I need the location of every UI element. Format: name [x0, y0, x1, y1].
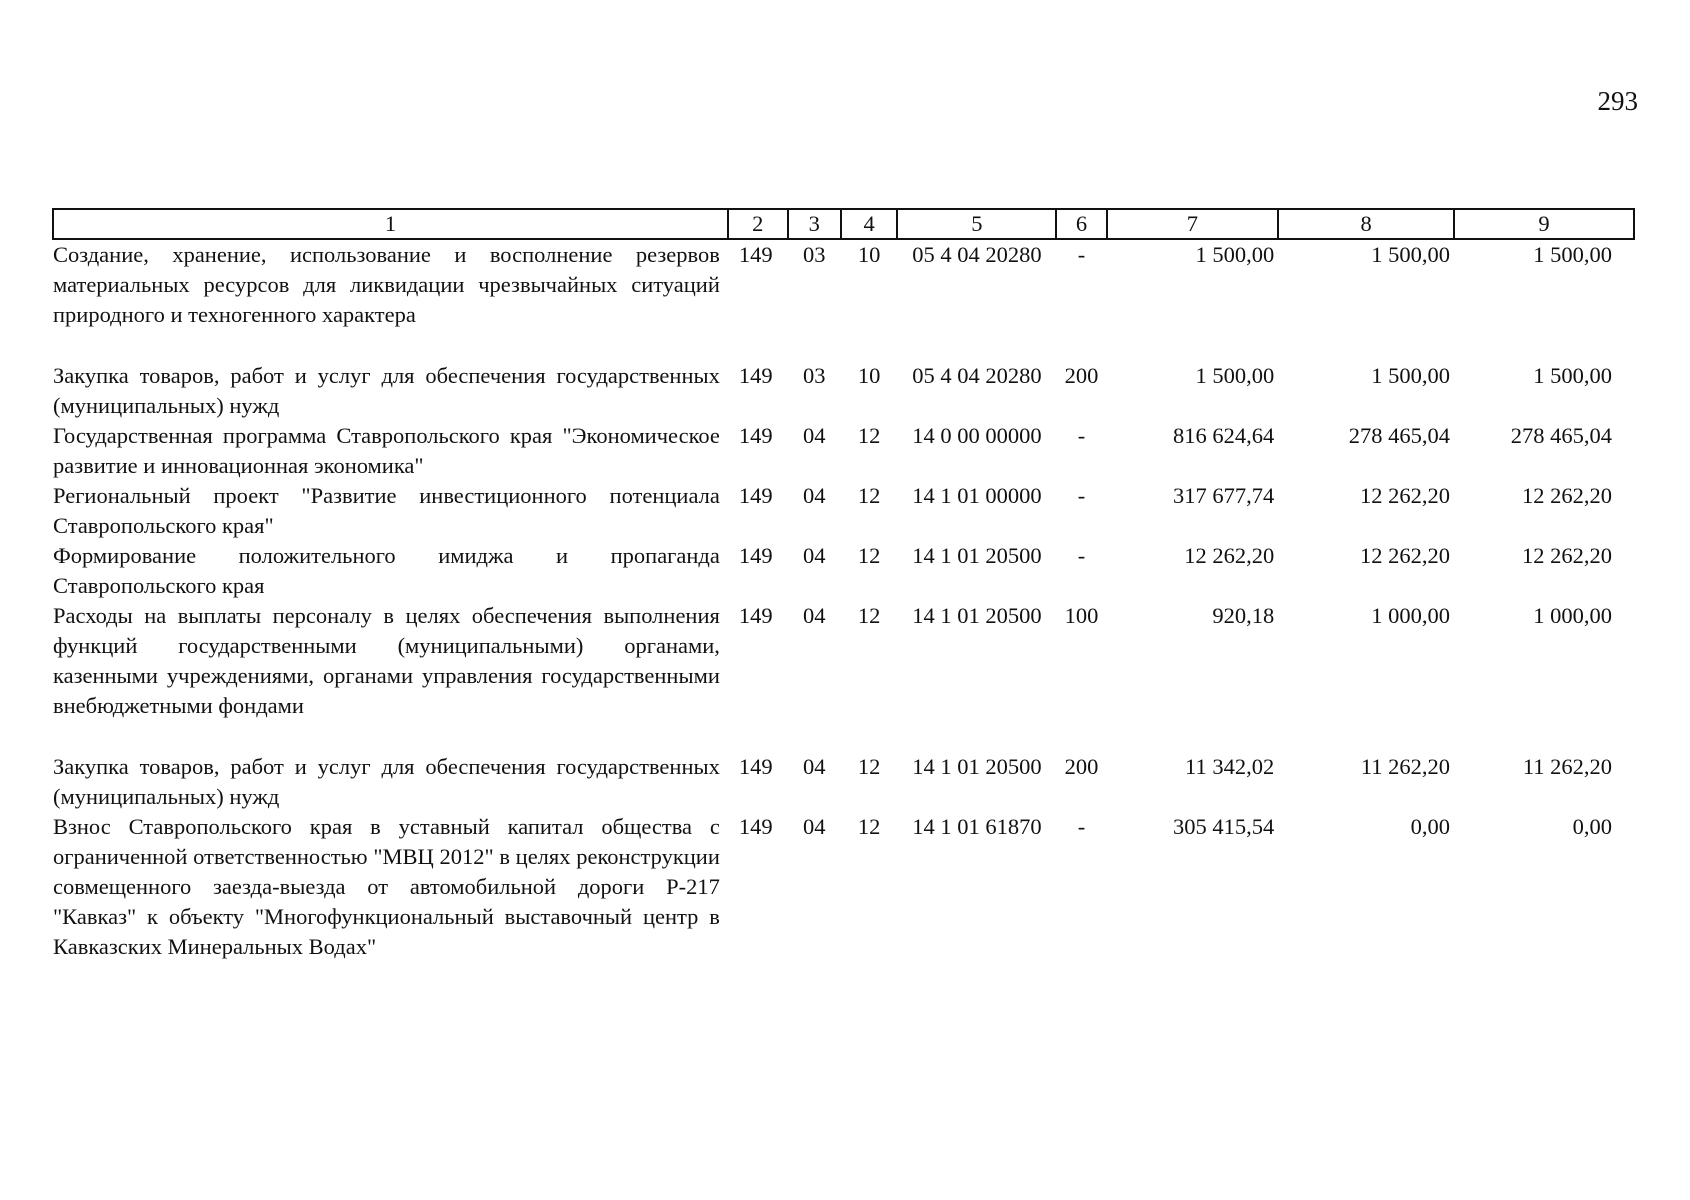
- section-code: 03: [802, 363, 826, 388]
- amount-col-7: 816 624,64: [1172, 423, 1275, 448]
- amount-col-9: 278 465,04: [1510, 423, 1612, 448]
- amount-col-9: 11 262,20: [1522, 754, 1612, 779]
- target-article-code: 14 1 01 20500: [912, 754, 1042, 779]
- admin-code: 149: [738, 603, 773, 628]
- row-name: Создание, хранение, использование и восполнение резервов материальных ресурсов для ликвидации чрезвычайных ситуаций природного и техногенного характера: [53, 242, 720, 327]
- amount-col-9: 12 262,20: [1522, 543, 1612, 568]
- table-row: [53, 752, 1634, 812]
- section-code: 04: [802, 423, 826, 448]
- admin-code: 149: [738, 754, 773, 779]
- expense-type-code: -: [1077, 543, 1086, 568]
- page-number: 293: [1597, 86, 1638, 116]
- amount-col-7: 1 500,00: [1195, 242, 1275, 267]
- subsection-code: 12: [857, 483, 881, 508]
- expense-type-code: 200: [1064, 363, 1099, 388]
- column-header-8: 8: [1278, 209, 1454, 239]
- target-article-code: 05 4 04 20280: [912, 363, 1042, 388]
- amount-col-7: 920,18: [1212, 603, 1275, 628]
- amount-col-8: 11 262,20: [1360, 754, 1450, 779]
- column-header-3: 3: [788, 209, 841, 239]
- target-article-code: 14 1 01 00000: [912, 483, 1042, 508]
- table-row: [53, 481, 1634, 541]
- section-code: 04: [802, 543, 826, 568]
- budget-table: [52, 208, 1635, 962]
- row-name: Взнос Ставропольского края в уставный капитал общества с ограниченной ответственностью "МВЦ 2012" в целях реконструкции совмещенного заезда-выезда от автомобильной дороги Р-217 "Кавказ" к объекту "Многофункциональный выставочный центр в Кавказских Минеральных Водах": [53, 814, 720, 959]
- admin-code: 149: [738, 814, 773, 839]
- section-code: 03: [802, 242, 826, 267]
- expense-type-code: -: [1077, 242, 1086, 267]
- amount-col-7: 1 500,00: [1195, 363, 1275, 388]
- column-header-2: 2: [728, 209, 788, 239]
- row-name: Формирование положительного имиджа и пропаганда Ставропольского края: [53, 543, 720, 598]
- table-row: [53, 812, 1634, 962]
- expense-type-code: -: [1077, 814, 1086, 839]
- target-article-code: 14 1 01 20500: [912, 603, 1042, 628]
- amount-col-8: 1 000,00: [1371, 603, 1450, 628]
- amount-col-8: 1 500,00: [1371, 363, 1450, 388]
- table-row: [53, 601, 1634, 752]
- section-code: 04: [802, 483, 826, 508]
- subsection-code: 10: [857, 363, 881, 388]
- column-header-5: 5: [897, 209, 1056, 239]
- amount-col-8: 12 262,20: [1360, 483, 1450, 508]
- amount-col-9: 1 500,00: [1533, 242, 1612, 267]
- amount-col-7: 12 262,20: [1184, 543, 1275, 568]
- expense-type-code: -: [1077, 423, 1086, 448]
- admin-code: 149: [738, 483, 773, 508]
- amount-col-9: 0,00: [1572, 814, 1612, 839]
- target-article-code: 05 4 04 20280: [912, 242, 1042, 267]
- column-header-9: 9: [1454, 209, 1634, 239]
- amount-col-9: 1 000,00: [1533, 603, 1612, 628]
- row-name: Государственная программа Ставропольского края "Экономическое развитие и инновационная экономика": [53, 423, 720, 478]
- row-name: Закупка товаров, работ и услуг для обеспечения государственных (муниципальных) нужд: [53, 363, 720, 418]
- target-article-code: 14 1 01 20500: [912, 543, 1042, 568]
- amount-col-8: 1 500,00: [1371, 242, 1450, 267]
- column-number-header-row: [53, 209, 1634, 239]
- amount-col-8: 12 262,20: [1360, 543, 1450, 568]
- amount-col-8: 278 465,04: [1348, 423, 1450, 448]
- amount-col-9: 1 500,00: [1533, 363, 1612, 388]
- column-header-6: 6: [1056, 209, 1106, 239]
- admin-code: 149: [738, 242, 773, 267]
- section-code: 04: [802, 814, 826, 839]
- subsection-code: 10: [857, 242, 881, 267]
- section-code: 04: [802, 603, 826, 628]
- row-name: Закупка товаров, работ и услуг для обеспечения государственных (муниципальных) нужд: [53, 754, 720, 809]
- table-row: [53, 361, 1634, 421]
- column-header-7: 7: [1107, 209, 1279, 239]
- admin-code: 149: [738, 543, 773, 568]
- subsection-code: 12: [857, 543, 881, 568]
- row-name: Расходы на выплаты персоналу в целях обеспечения выполнения функций государственными (муниципальными) органами, казенными учреждениями, органами управления государственными внебюджетными фондами: [53, 603, 720, 718]
- table-row: [53, 239, 1634, 361]
- expense-type-code: 100: [1064, 603, 1099, 628]
- amount-col-7: 317 677,74: [1172, 483, 1275, 508]
- column-header-1: 1: [53, 209, 728, 239]
- subsection-code: 12: [857, 423, 881, 448]
- amount-col-7: 305 415,54: [1172, 814, 1275, 839]
- amount-col-7: 11 342,02: [1185, 754, 1275, 779]
- section-code: 04: [802, 754, 826, 779]
- subsection-code: 12: [857, 754, 881, 779]
- expense-type-code: -: [1077, 483, 1086, 508]
- target-article-code: 14 0 00 00000: [912, 423, 1042, 448]
- table-row: [53, 541, 1634, 601]
- subsection-code: 12: [857, 814, 881, 839]
- subsection-code: 12: [857, 603, 881, 628]
- admin-code: 149: [738, 423, 773, 448]
- amount-col-9: 12 262,20: [1522, 483, 1612, 508]
- admin-code: 149: [738, 363, 773, 388]
- target-article-code: 14 1 01 61870: [912, 814, 1042, 839]
- expense-type-code: 200: [1064, 754, 1099, 779]
- amount-col-8: 0,00: [1410, 814, 1450, 839]
- column-header-4: 4: [841, 209, 898, 239]
- table-row: [53, 421, 1634, 481]
- row-name: Региональный проект "Развитие инвестиционного потенциала Ставропольского края": [53, 483, 720, 538]
